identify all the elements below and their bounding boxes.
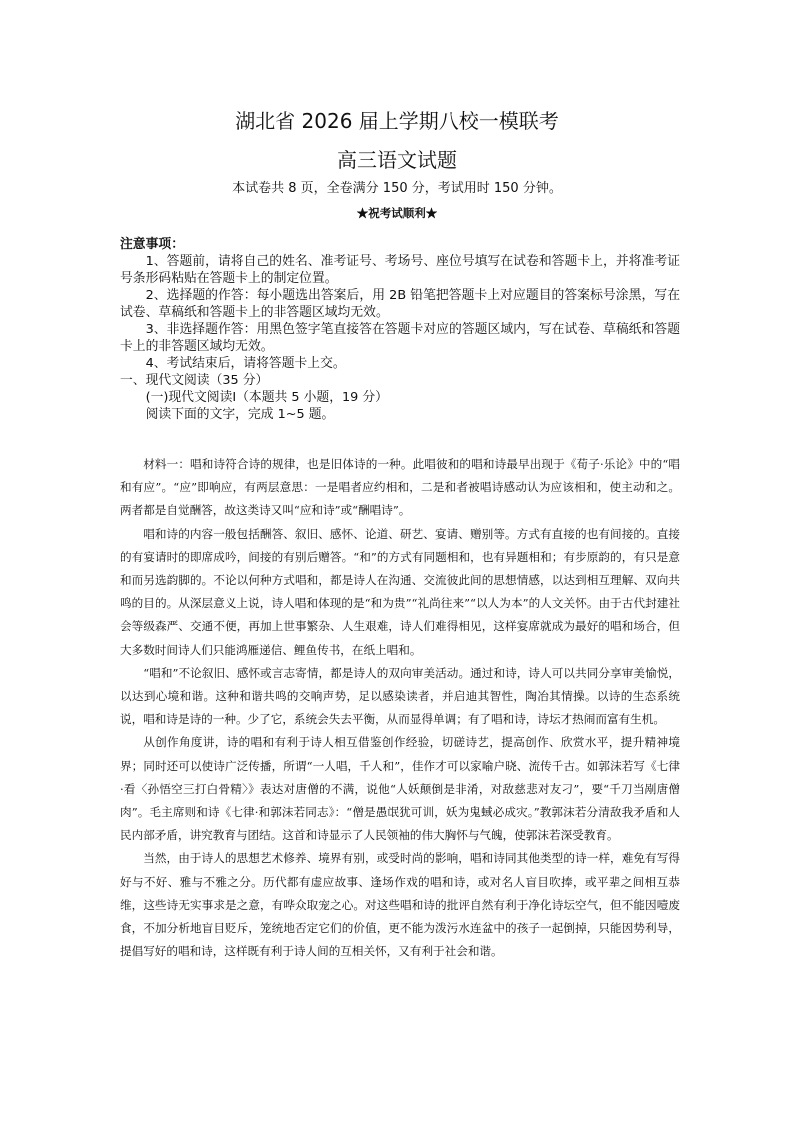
- passage-paragraph: 材料一：唱和诗符合诗的规律，也是旧体诗的一种。此唱彼和的唱和诗最早出现于《荀子·乐论》中的“唱和有应”。“应”即响应，有两层意思：一是唱者应约相和，二是和者被唱诗感动认为应该相和，使主动和之。两者都是自觉酬答，故这类诗又叫“应和诗”或“酬唱诗”。: [120, 457, 680, 518]
- exam-subtitle: 高三语文试题: [337, 148, 457, 172]
- notes-heading: 注意事项：: [120, 237, 184, 252]
- note-item: 2、选择题的作答：每小题选出答案后，用 2B 铅笔把答题卡上对应题目的答案标号涂黑，写在试卷、草稿纸和答题卡上的非答题区域均无效。: [120, 288, 680, 320]
- good-luck-banner: ★祝考试顺利★: [356, 206, 438, 220]
- section-part-heading: 一、现代文阅读（35 分）: [120, 373, 269, 388]
- exam-info: 本试卷共 8 页，全卷满分 150 分，考试用时 150 分钟。: [232, 181, 562, 196]
- note-item: 1、答题前，请将自己的姓名、准考证号、考场号、座位号填写在试卷和答题卡上，并将准考证号条形码粘贴在答题卡上的制定位置。: [120, 254, 680, 286]
- passage-paragraph: “唱和”不论叙旧、感怀或言志寄情，都是诗人的双向审美活动。通过和诗，诗人可以共同分享审美愉悦，以达到心境和谐。这种和谐共鸣的交响声势，足以感染读者，并启迪其智性，陶冶其情操。以诗的生态系统说，唱和诗是诗的一种。少了它，系统会失去平衡，从而显得单调；有了唱和诗，诗坛才热闹而富有生机。: [120, 665, 680, 727]
- section-sub-heading: (一)现代文阅读Ⅰ（本题共 5 小题，19 分）: [145, 390, 388, 405]
- section-instruction: 阅读下面的文字，完成 1~5 题。: [145, 407, 335, 422]
- notes-section: [120, 236, 680, 423]
- note-item: 3、非选择题作答：用黑色签字笔直接答在答题卡对应的答题区域内，写在试卷、草稿纸和答题卡上的非答题区域均无效。: [120, 322, 680, 354]
- exam-title: 湖北省 2026 届上学期八校一模联考: [235, 109, 559, 133]
- passage-paragraph: 当然，由于诗人的思想艺术修养、境界有别，或受时尚的影响，唱和诗同其他类型的诗一样，难免有写得好与不好、雅与不雅之分。历代都有虚应故事、逢场作戏的唱和诗，或对名人盲目吹捧，或平辈之间相互恭维，这些诗无实事求是之意，有哗众取宠之心。对这些唱和诗的批评自然有利于净化诗坛空气，但不能因噎废食，不加分析地盲目贬斥，笼统地否定它们的价值，更不能为泼污水连盆中的孩子一起倒掉，只能因势利导，提倡写好的唱和诗，这样既有利于诗人间的互相关怀，又有利于社会和谐。: [120, 851, 680, 959]
- passage-paragraph: 从创作角度讲，诗的唱和有利于诗人相互借鉴创作经验，切磋诗艺，提高创作、欣赏水平，提升精神境界；同时还可以使诗广泛传播，所谓“一人唱，千人和”，佳作才可以家喻户晓、流传千古。如郭沫若写《七律·看〈孙悟空三打白骨精〉》表达对唐僧的不满，说他“人妖颠倒是非淆，对敌慈悲对友刁”，要“千刀当剐唐僧肉”。毛主席则和诗《七律·和郭沫若同志》：“僧是愚氓犹可训，妖为鬼蜮必成灾。”教郭沫若分清敌我矛盾和人民内部矛盾，讲究教育与团结。这首和诗显示了人民领袖的伟大胸怀与气魄，使郭沫若深受教育。: [120, 735, 680, 843]
- note-item: 4、考试结束后，请将答题卡上交。: [145, 356, 346, 371]
- passage-paragraph: 唱和诗的内容一般包括酬答、叙旧、感怀、论道、研艺、宴请、赠别等。方式有直接的也有间接的。直接的有宴请时的即席成吟，间接的有别后赠答。“和”的方式有同题相和，也有异题相和；有步原韵的，有只是意和而另选韵脚的。不论以何种方式唱和，都是诗人在沟通、交流彼此间的思想情感，以达到相互理解、双向共鸣的目的。从深层意义上说，诗人唱和体现的是“和为贵”“礼尚往来”“以人为本”的人文关怀。由于古代封建社会等级森严、交通不便，再加上世事繁杂、人生艰难，诗人们难得相见，这样宴席就成为最好的唱和场合，但大多数时间诗人们只能鸿雁递信、鲤鱼传书，在纸上唱和。: [120, 526, 680, 657]
- reading-passage: [120, 453, 680, 963]
